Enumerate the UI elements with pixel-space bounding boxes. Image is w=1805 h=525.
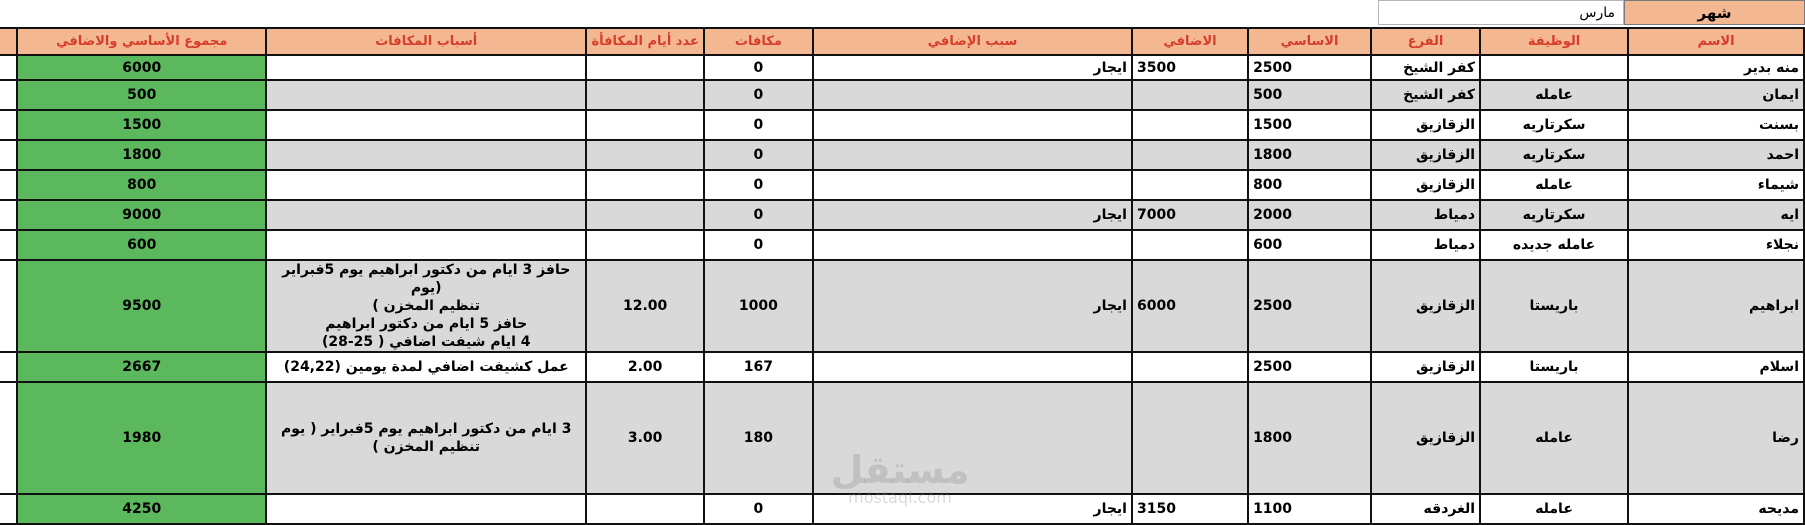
header-bonus-reasons[interactable]: أسباب المكافات (266, 28, 586, 55)
top-row (0, 0, 1805, 27)
header-job[interactable]: الوظيفة (1480, 28, 1628, 55)
cell-extra-reason[interactable] (813, 80, 1132, 110)
edge-cell (0, 80, 17, 110)
month-label-cell[interactable]: شهر (1624, 0, 1805, 25)
cell-bonus-reasons[interactable] (266, 110, 586, 140)
edge-cell (0, 382, 17, 494)
header-row (0, 28, 1804, 55)
cell-name[interactable]: رضا (1628, 382, 1804, 494)
edge-cell (0, 140, 17, 170)
table-row (0, 494, 1804, 524)
cell-extra[interactable] (1132, 170, 1248, 200)
month-value-cell[interactable]: مارس (1378, 0, 1624, 25)
cell-bonus-reasons[interactable] (266, 170, 586, 200)
cell-branch[interactable]: كفر الشيخ (1371, 55, 1480, 80)
cell-basic[interactable]: 2500 (1248, 352, 1371, 382)
cell-total[interactable]: 1500 (17, 110, 266, 140)
cell-job[interactable]: عامله (1480, 80, 1628, 110)
cell-name[interactable]: نجلاء (1628, 230, 1804, 260)
cell-basic[interactable]: 500 (1248, 80, 1371, 110)
cell-bonus-days[interactable]: 12.00 (586, 260, 703, 352)
cell-bonus[interactable]: 167 (704, 352, 813, 382)
cell-total[interactable]: 500 (17, 80, 266, 110)
cell-name[interactable]: اسلام (1628, 352, 1804, 382)
bonus-reason-line: 4 ايام شيفت اضافي ( 25-28) (321, 334, 531, 350)
table-row (0, 170, 1804, 200)
header-extra-reason[interactable]: سبب الإضافي (813, 28, 1132, 55)
cell-bonus-days[interactable] (586, 170, 703, 200)
cell-extra-reason[interactable]: ايجار (813, 260, 1132, 352)
cell-bonus-reasons[interactable] (266, 200, 586, 230)
cell-name[interactable]: بسنت (1628, 110, 1804, 140)
cell-basic[interactable]: 2500 (1248, 260, 1371, 352)
cell-name[interactable]: ايمان (1628, 80, 1804, 110)
cell-bonus[interactable]: 0 (704, 55, 813, 80)
cell-extra[interactable]: 6000 (1132, 260, 1248, 352)
edge-cell (0, 494, 17, 524)
cell-name[interactable]: ايه (1628, 200, 1804, 230)
bonus-reason-line: حافز 3 ايام من دكتور ابراهيم يوم 5فبراير (يوم (282, 262, 571, 296)
cell-basic[interactable]: 800 (1248, 170, 1371, 200)
table-row (0, 260, 1804, 352)
cell-extra[interactable] (1132, 110, 1248, 140)
cell-total[interactable]: 1800 (17, 140, 266, 170)
bonus-reason-line: 3 ايام من دكتور ابراهيم يوم 5فبراير ( يوم تنظيم المخزن ) (280, 421, 572, 455)
cell-name[interactable]: احمد (1628, 140, 1804, 170)
cell-extra[interactable]: 3150 (1132, 494, 1248, 524)
cell-bonus-reasons[interactable] (266, 55, 586, 80)
cell-bonus-days[interactable]: 3.00 (586, 382, 703, 494)
cell-branch[interactable]: الزقازيق (1371, 170, 1480, 200)
cell-job[interactable] (1480, 55, 1628, 80)
cell-total[interactable]: 4250 (17, 494, 266, 524)
edge-cell (0, 260, 17, 352)
table-row (0, 200, 1804, 230)
cell-extra-reason[interactable] (813, 352, 1132, 382)
header-bonus[interactable]: مكافات (704, 28, 813, 55)
cell-bonus-days[interactable] (586, 140, 703, 170)
cell-job[interactable]: باريستا (1480, 260, 1628, 352)
header-name[interactable]: الاسم (1628, 28, 1804, 55)
cell-extra[interactable] (1132, 140, 1248, 170)
cell-branch[interactable]: دمياط (1371, 200, 1480, 230)
cell-basic[interactable]: 2000 (1248, 200, 1371, 230)
table-row (0, 352, 1804, 382)
cell-extra-reason[interactable] (813, 382, 1132, 494)
cell-bonus-days[interactable] (586, 200, 703, 230)
edge-cell (0, 170, 17, 200)
cell-bonus-reasons[interactable] (266, 80, 586, 110)
header-branch[interactable]: الفرع (1371, 28, 1480, 55)
cell-bonus-days[interactable] (586, 110, 703, 140)
cell-total[interactable]: 800 (17, 170, 266, 200)
cell-extra-reason[interactable] (813, 170, 1132, 200)
cell-total[interactable]: 9000 (17, 200, 266, 230)
cell-bonus[interactable]: 0 (704, 170, 813, 200)
table-row (0, 140, 1804, 170)
cell-bonus[interactable]: 0 (704, 200, 813, 230)
cell-total[interactable]: 600 (17, 230, 266, 260)
table-body (0, 55, 1804, 524)
cell-bonus-reasons[interactable] (266, 494, 586, 524)
cell-total[interactable]: 1980 (17, 382, 266, 494)
table-row (0, 55, 1804, 80)
cell-basic[interactable]: 2500 (1248, 55, 1371, 80)
cell-name[interactable]: منه بدير (1628, 55, 1804, 80)
cell-bonus-reasons[interactable] (266, 230, 586, 260)
edge-cell (0, 110, 17, 140)
edge-cell (0, 352, 17, 382)
cell-branch[interactable]: الزقازيق (1371, 260, 1480, 352)
cell-branch[interactable]: الزقازيق (1371, 140, 1480, 170)
cell-bonus-reasons[interactable] (266, 260, 586, 352)
cell-basic[interactable]: 600 (1248, 230, 1371, 260)
cell-extra[interactable]: 3500 (1132, 55, 1248, 80)
cell-extra[interactable] (1132, 230, 1248, 260)
cell-bonus-days[interactable] (586, 230, 703, 260)
cell-name[interactable]: مديحه (1628, 494, 1804, 524)
cell-job[interactable]: عامله (1480, 170, 1628, 200)
cell-branch[interactable]: الزقازيق (1371, 110, 1480, 140)
bonus-reason-line: تنظيم المخزن ) (372, 298, 481, 314)
edge-cell (0, 55, 17, 80)
cell-job[interactable]: عامله (1480, 382, 1628, 494)
cell-bonus[interactable]: 0 (704, 494, 813, 524)
cell-job[interactable]: عامله جديده (1480, 230, 1628, 260)
cell-extra-reason[interactable] (813, 230, 1132, 260)
cell-job[interactable]: عامله (1480, 494, 1628, 524)
cell-extra-reason[interactable]: ايجار (813, 200, 1132, 230)
bonus-reason-line: عمل كشيفت اضافي لمدة يومين (24,22) (283, 359, 569, 375)
cell-bonus-days[interactable]: 2.00 (586, 352, 703, 382)
header-basic[interactable]: الاساسي (1248, 28, 1371, 55)
cell-extra-reason[interactable] (813, 140, 1132, 170)
cell-bonus-reasons[interactable] (266, 352, 586, 382)
cell-bonus[interactable]: 0 (704, 80, 813, 110)
table-row (0, 382, 1804, 494)
bonus-reason-line: حافز 5 ايام من دكتور ابراهيم (325, 316, 528, 332)
cell-job[interactable]: سكرتاريه (1480, 110, 1628, 140)
payroll-table (0, 27, 1805, 525)
cell-branch[interactable]: الزقازيق (1371, 352, 1480, 382)
header-bonus-days[interactable]: عدد أيام المكافأة (586, 28, 703, 55)
cell-extra[interactable] (1132, 80, 1248, 110)
edge-cell (0, 230, 17, 260)
header-total[interactable]: مجموع الأساسي والاضافي (17, 28, 266, 55)
cell-extra-reason[interactable]: ايجار (813, 494, 1132, 524)
table-row (0, 110, 1804, 140)
cell-extra[interactable] (1132, 382, 1248, 494)
cell-extra[interactable]: 7000 (1132, 200, 1248, 230)
cell-basic[interactable]: 1800 (1248, 140, 1371, 170)
cell-total[interactable]: 2667 (17, 352, 266, 382)
cell-bonus[interactable]: 0 (704, 140, 813, 170)
cell-bonus-days[interactable] (586, 80, 703, 110)
cell-total[interactable]: 6000 (17, 55, 266, 80)
cell-branch[interactable]: الزقازيق (1371, 382, 1480, 494)
cell-basic[interactable]: 1500 (1248, 110, 1371, 140)
cell-extra-reason[interactable]: ايجار (813, 55, 1132, 80)
cell-branch[interactable]: دمياط (1371, 230, 1480, 260)
cell-bonus[interactable]: 1000 (704, 260, 813, 352)
cell-bonus-days[interactable] (586, 494, 703, 524)
cell-job[interactable]: سكرتاريه (1480, 140, 1628, 170)
cell-bonus[interactable]: 0 (704, 110, 813, 140)
edge-cell (0, 200, 17, 230)
table-row (0, 80, 1804, 110)
cell-extra-reason[interactable] (813, 110, 1132, 140)
cell-name[interactable]: شيماء (1628, 170, 1804, 200)
watermark-logo: مستقل (830, 448, 970, 492)
cell-name[interactable]: ابراهيم (1628, 260, 1804, 352)
cell-bonus-reasons[interactable] (266, 382, 586, 494)
cell-total[interactable]: 9500 (17, 260, 266, 352)
edge-cell (0, 28, 17, 55)
cell-bonus-reasons[interactable] (266, 140, 586, 170)
cell-bonus-days[interactable] (586, 55, 703, 80)
cell-job[interactable]: سكرتاريه (1480, 200, 1628, 230)
cell-job[interactable]: باريستا (1480, 352, 1628, 382)
cell-basic[interactable]: 1800 (1248, 382, 1371, 494)
watermark-url: mostaql.com (848, 488, 952, 507)
header-extra[interactable]: الاضافي (1132, 28, 1248, 55)
cell-bonus[interactable]: 0 (704, 230, 813, 260)
cell-basic[interactable]: 1100 (1248, 494, 1371, 524)
cell-branch[interactable]: كفر الشيخ (1371, 80, 1480, 110)
cell-extra[interactable] (1132, 352, 1248, 382)
cell-bonus[interactable]: 180 (704, 382, 813, 494)
cell-branch[interactable]: الغردقه (1371, 494, 1480, 524)
table-row (0, 230, 1804, 260)
